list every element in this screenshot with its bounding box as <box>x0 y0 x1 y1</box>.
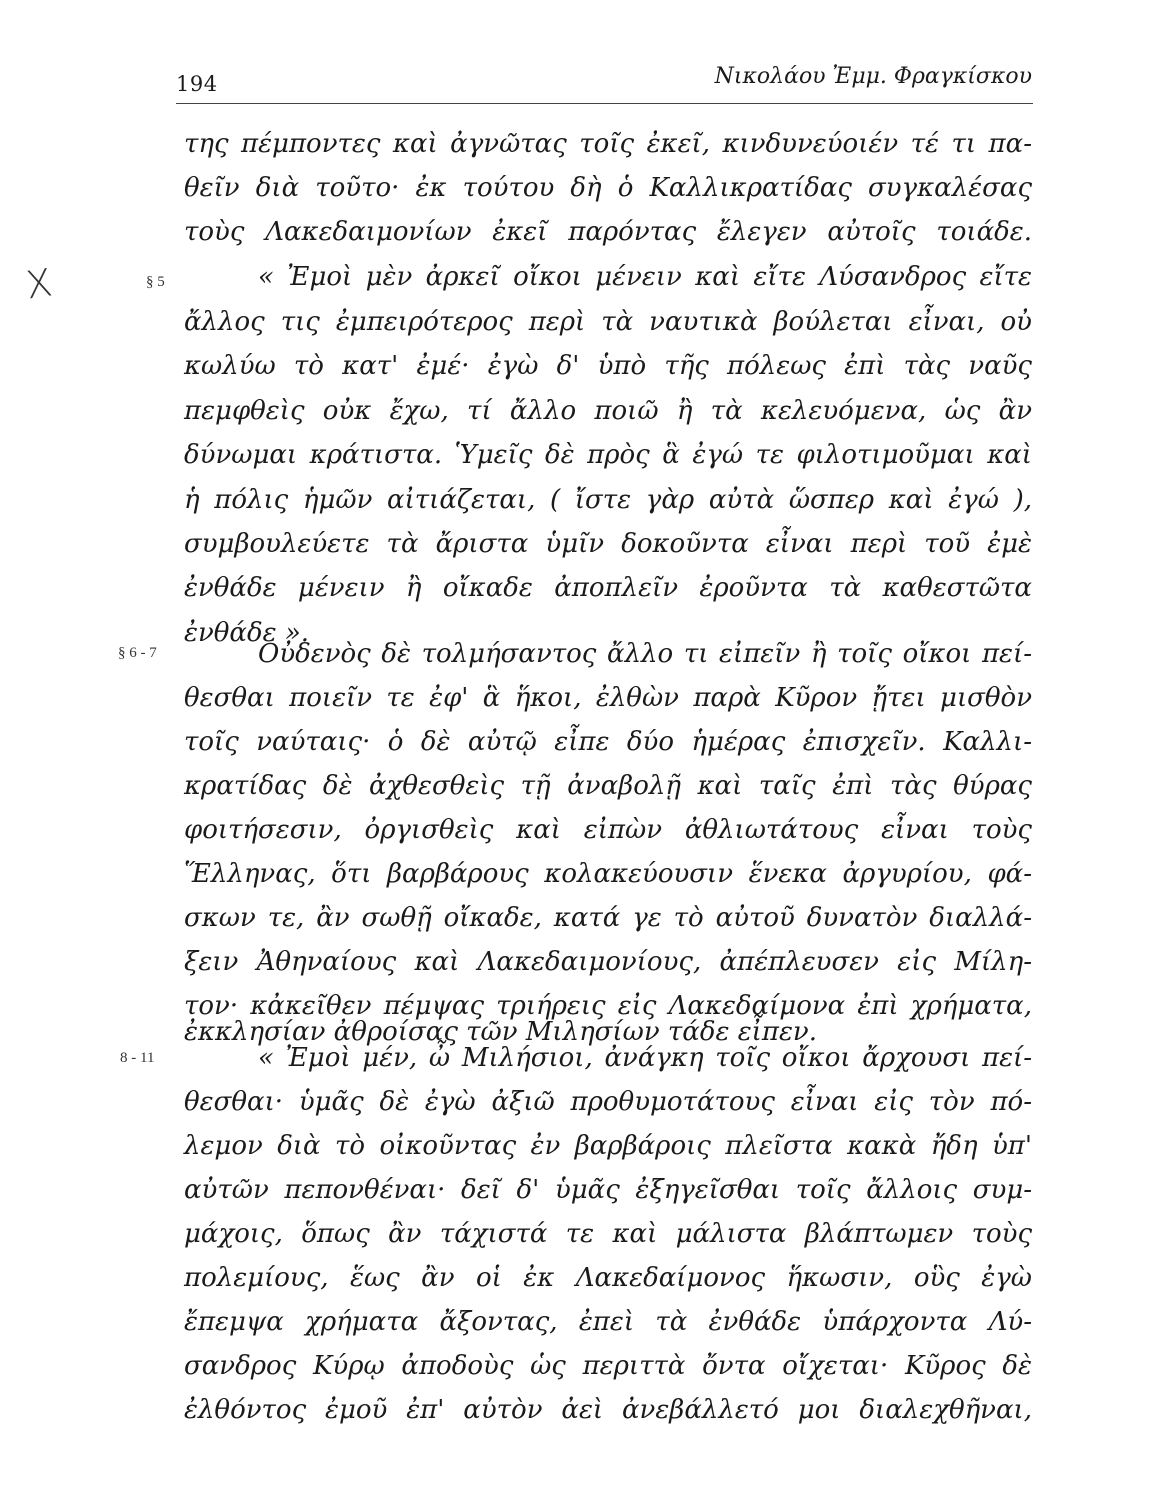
text-line: τοῖς ναύταις· ὁ δὲ αὐτῷ εἶπε δύο ἡμέρας ἐπισχεῖν. Καλλι- <box>184 727 1032 757</box>
text-line: τον· κἀκεῖθεν πέμψας τριήρεις εἰς Λακεδαίμονα ἐπὶ χρήματα, <box>184 991 1032 1021</box>
text-line: Οὐδενὸς δὲ τολμήσαντος ἄλλο τι εἰπεῖν ἢ τοῖς οἴκοι πεί- <box>258 639 1032 669</box>
text-line: ἐκκλησίαν ἀθροίσας τῶν Μιλησίων τάδε εἶπεν. <box>184 1017 817 1047</box>
section-marker-8-11: 8 - 11 <box>120 1050 155 1066</box>
text-line: θεσθαι· ὑμᾶς δὲ ἐγὼ ἀξιῶ προθυμοτάτους εἶναι εἰς τὸν πό- <box>184 1087 1032 1117</box>
text-line: κρατίδας δὲ ἀχθεσθεὶς τῇ ἀναβολῇ καὶ ταῖς ἐπὶ τὰς θύρας <box>184 771 1032 801</box>
text-line: ἡ πόλις ἡμῶν αἰτιάζεται, ( ἴστε γὰρ αὐτὰ ὥσπερ καὶ ἐγώ ), <box>184 485 1032 515</box>
text-line: σανδρος Κύρῳ ἀποδοὺς ὡς περιττὰ ὄντα οἴχεται· Κῦρος δὲ <box>184 1351 1032 1381</box>
text-line: ἐνθάδε ». <box>184 618 310 648</box>
section-marker-6-7: § 6 - 7 <box>118 645 157 661</box>
text-line: αὐτῶν πεπονθέναι· δεῖ δ' ὑμᾶς ἐξηγεῖσθαι τοῖς ἄλλοις συμ- <box>184 1175 1032 1205</box>
text-line: ἔπεμψα χρήματα ἄξοντας, ἐπεὶ τὰ ἐνθάδε ὑπάρχοντα Λύ- <box>184 1307 1032 1337</box>
page-number: 194 <box>176 72 218 96</box>
text-line: πολεμίους, ἕως ἂν οἱ ἐκ Λακεδαίμονος ἥκωσιν, οὓς ἐγὼ <box>184 1263 1032 1293</box>
text-line: συμβουλεύετε τὰ ἄριστα ὑμῖν δοκοῦντα εἶναι περὶ τοῦ ἐμὲ <box>184 529 1032 559</box>
text-line: « Ἐμοὶ μὲν ἀρκεῖ οἴκοι μένειν καὶ εἴτε Λύσανδρος εἴτε <box>258 262 1032 292</box>
text-line: ξειν Ἀθηναίους καὶ Λακεδαιμονίους, ἀπέπλευσεν εἰς Μίλη- <box>184 947 1032 977</box>
text-line: της πέμποντες καὶ ἀγνῶτας τοῖς ἐκεῖ, κινδυνεύοιέν τέ τι πα- <box>184 129 1032 159</box>
text-line: ἄλλος τις ἐμπειρότερος περὶ τὰ ναυτικὰ βούλεται εἶναι, οὐ <box>184 307 1032 337</box>
text-line: κωλύω τὸ κατ' ἐμέ· ἐγὼ δ' ὑπὸ τῆς πόλεως ἐπὶ τὰς ναῦς <box>184 351 1032 381</box>
text-line: θεσθαι ποιεῖν τε ἐφ' ἃ ἥκοι, ἐλθὼν παρὰ Κῦρον ᾔτει μισθὸν <box>184 683 1032 713</box>
running-title: Νικολάου Ἐμμ. Φραγκίσκου <box>714 64 1032 89</box>
text-line: σκων τε, ἂν σωθῇ οἴκαδε, κατά γε τὸ αὐτοῦ δυνατὸν διαλλά- <box>184 903 1032 933</box>
text-line: θεῖν διὰ τοῦτο· ἐκ τούτου δὴ ὁ Καλλικρατίδας συγκαλέσας <box>184 173 1032 203</box>
text-line: ἐνθάδε μένειν ἢ οἴκαδε ἀποπλεῖν ἐροῦντα τὰ καθεστῶτα <box>184 573 1032 603</box>
text-line: λεμον διὰ τὸ οἰκοῦντας ἐν βαρβάροις πλεῖστα κακὰ ἤδη ὑπ' <box>184 1131 1032 1161</box>
text-line: « Ἐμοὶ μέν, ὦ Μιλήσιοι, ἀνάγκη τοῖς οἴκοι ἄρχουσι πεί- <box>258 1043 1032 1073</box>
text-line: Ἕλληνας, ὅτι βαρβάρους κολακεύουσιν ἕνεκα ἀργυρίου, φά- <box>184 859 1032 889</box>
handwritten-margin-mark: X <box>23 260 55 308</box>
text-line: φοιτήσεσιν, ὀργισθεὶς καὶ εἰπὼν ἀθλιωτάτους εἶναι τοὺς <box>184 815 1032 845</box>
section-marker-5: § 5 <box>146 274 165 290</box>
text-line: ἐλθόντος ἐμοῦ ἐπ' αὐτὸν ἀεὶ ἀνεβάλλετό μοι διαλεχθῆναι, <box>184 1395 1032 1425</box>
header-divider <box>176 103 1033 104</box>
text-line: δύνωμαι κράτιστα. Ὑμεῖς δὲ πρὸς ἃ ἐγώ τε φιλοτιμοῦμαι καὶ <box>184 440 1032 470</box>
text-line: μάχοις, ὅπως ἂν τάχιστά τε καὶ μάλιστα βλάπτωμεν τοὺς <box>184 1219 1032 1249</box>
text-line: πεμφθεὶς οὐκ ἔχω, τί ἄλλο ποιῶ ἢ τὰ κελευόμενα, ὡς ἂν <box>184 396 1032 426</box>
text-line: τοὺς Λακεδαιμονίων ἐκεῖ παρόντας ἔλεγεν αὐτοῖς τοιάδε. <box>184 217 1032 247</box>
